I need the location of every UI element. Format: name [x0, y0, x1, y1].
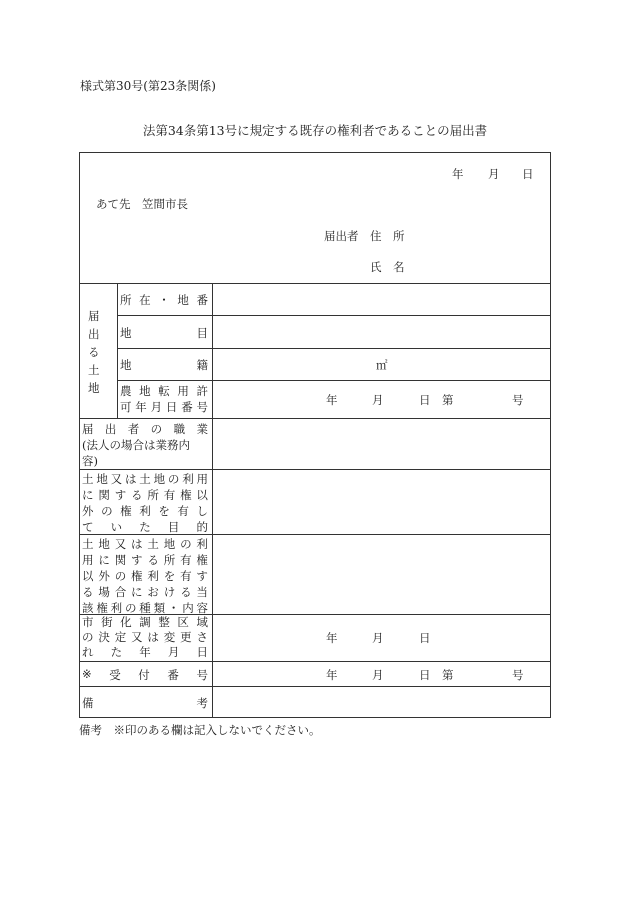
- reception-day-no: 日 第: [419, 668, 454, 682]
- remarks-field[interactable]: [215, 689, 548, 715]
- divider-area: [117, 380, 551, 381]
- purpose-field[interactable]: [215, 472, 548, 531]
- land-group-label: 届 出 る 土 地: [88, 309, 100, 395]
- rights-field[interactable]: [215, 537, 548, 611]
- document-title: 法第34条第13号に規定する既存の権利者であることの届出書: [142, 123, 488, 138]
- permit-month: 月: [372, 393, 384, 407]
- divider-land: [79, 418, 551, 419]
- purpose-label: 土 地 又 は 土 地 の 利 用 に 関 す る 所 有 権 以 外 の 権 利 を 有 し て い た 目 的: [82, 472, 208, 534]
- permit-field[interactable]: [215, 383, 548, 415]
- footnote: 備考 ※印のある欄は記入しないでください。: [79, 723, 321, 737]
- header-year: 年: [452, 167, 464, 181]
- divider-category: [117, 348, 551, 349]
- divider-location: [117, 315, 551, 316]
- divider-occupation: [79, 469, 551, 470]
- occupation-label: 届 出 者 の 職 業 (法人の場合は業務内 容): [82, 422, 208, 468]
- address-field[interactable]: [420, 224, 540, 244]
- header-day: 日: [522, 167, 534, 181]
- location-field[interactable]: [215, 286, 548, 313]
- applicant-label: 届出者: [324, 229, 359, 243]
- reception-month: 月: [372, 668, 384, 682]
- divider-urbanization: [79, 661, 551, 662]
- divider-vertical-label: [212, 283, 213, 718]
- land-area-field[interactable]: [215, 351, 365, 378]
- urbanization-field[interactable]: [215, 617, 548, 658]
- urbanization-month: 月: [372, 631, 384, 645]
- permit-number-suffix: 号: [512, 393, 524, 407]
- reception-label: ※ 受 付 番 号: [82, 667, 208, 682]
- reception-year: 年: [326, 668, 338, 682]
- form-number: 様式第30号(第23条関係): [80, 79, 216, 93]
- remarks-label: 備 考: [82, 696, 208, 710]
- name-field[interactable]: [420, 254, 540, 274]
- address-label: 住 所: [370, 229, 405, 243]
- divider-header: [79, 283, 551, 284]
- divider-reception: [79, 686, 551, 687]
- urbanization-day: 日: [419, 631, 431, 645]
- header-month: 月: [488, 167, 500, 181]
- rights-label: 土 地 又 は 土 地 の 利 用 に 関 す る 所 有 権 以 外 の 権 利 を 有 す る 場 合 に お け る 当 該 権 利 の 種 類 ・ 内 容: [82, 537, 208, 615]
- permit-day-no: 日 第: [419, 393, 454, 407]
- permit-year: 年: [326, 393, 338, 407]
- divider-vertical-group: [117, 283, 118, 418]
- land-area-label: 地 籍: [120, 358, 208, 372]
- urbanization-year: 年: [326, 631, 338, 645]
- reception-number-suffix: 号: [512, 668, 524, 682]
- area-unit: ㎡: [376, 358, 388, 372]
- location-label: 所 在 ・ 地 番: [120, 293, 208, 307]
- permit-label: 農 地 転 用 許 可 年 月 日 番 号: [120, 384, 208, 414]
- occupation-field[interactable]: [215, 421, 548, 466]
- addressee: あて先 笠間市長: [96, 197, 188, 211]
- urbanization-label: 市 街 化 調 整 区 域 の 決 定 又 は 変 更 さ れ た 年 月 日: [82, 615, 208, 659]
- name-label: 氏 名: [370, 260, 405, 274]
- land-category-field[interactable]: [215, 318, 548, 345]
- land-category-label: 地 目: [120, 326, 208, 340]
